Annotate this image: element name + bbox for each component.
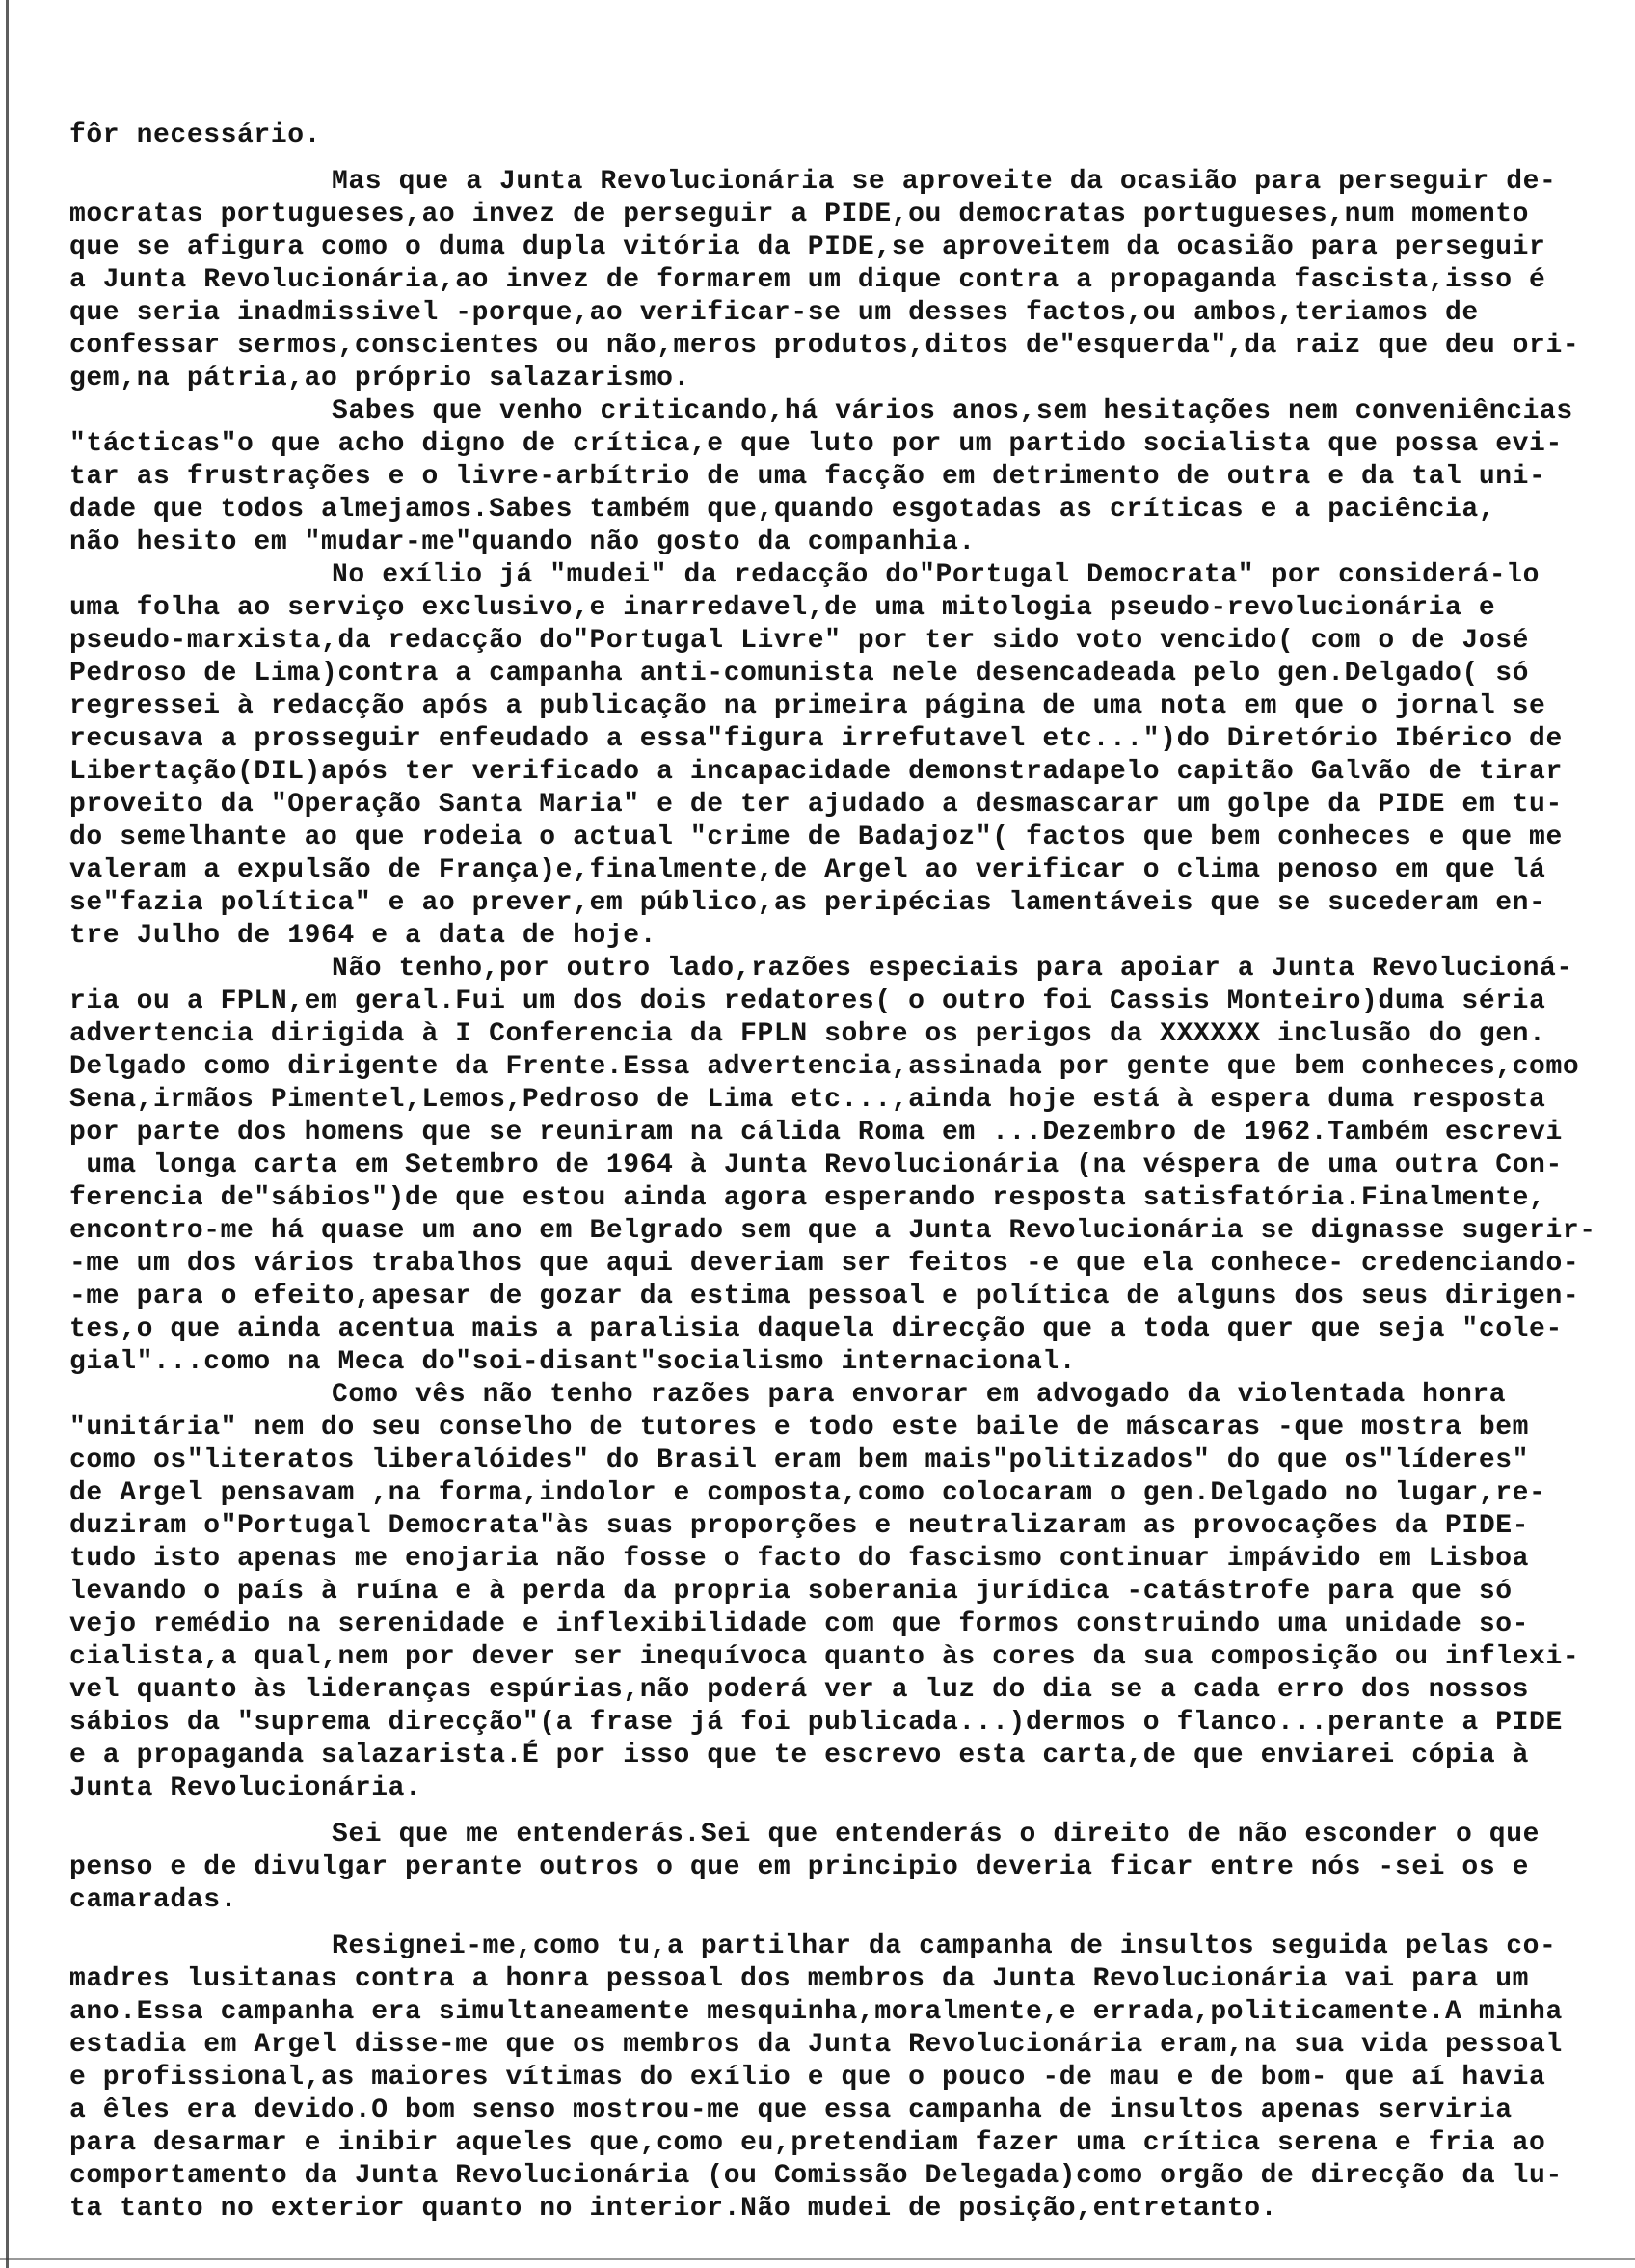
text-line: não hesito em "mudar-me"quando não gosto da companhia. [69, 527, 976, 557]
paragraph [69, 559, 1612, 953]
text-line: Não tenho,por outro lado,razões especiais para apoiar a Junta Revolucioná- [332, 954, 1573, 984]
text-line: uma longa carta em Setembro de 1964 à Junta Revolucionária (na véspera de uma outra Con- [69, 1150, 1563, 1180]
text-line: tes,o que ainda acentua mais a paralisia daquela direcção que a toda quer que seja "cole- [69, 1314, 1563, 1344]
paragraph [69, 1930, 1612, 2226]
text-line: encontro-me há quase um ano em Belgrado sem que a Junta Revolucionária se dignasse sugerir- [69, 1216, 1596, 1246]
text-line: madres lusitanas contra a honra pessoal dos membros da Junta Revolucionária vai para um [69, 1964, 1530, 1994]
text-line: levando o país à ruína e à perda da propria soberania jurídica -catástrofe para que só [69, 1577, 1513, 1606]
text-line: proveito da "Operação Santa Maria" e de ter ajudado a desmascarar um golpe da PIDE em tu- [69, 790, 1563, 820]
text-line: Libertação(DIL)após ter verificado a incapacidade demonstradapelo capitão Galvão de tirar [69, 757, 1563, 787]
text-line: tudo isto apenas me enojaria não fosse o facto do fascismo continuar impávido em Lisboa [69, 1544, 1530, 1574]
text-line: confessar sermos,conscientes ou não,meros produtos,ditos de"esquerda",da raiz que deu ori- [69, 331, 1580, 361]
text-line: sábios da "suprema direcção"(a frase já foi publicada...)dermos o flanco...perante a PIDE [69, 1708, 1563, 1738]
paragraph [69, 395, 1612, 559]
paragraph [69, 953, 1612, 1379]
text-line: ta tanto no exterior quanto no interior.Não mudei de posição,entretanto. [69, 2194, 1277, 2224]
text-line: "tácticas"o que acho digno de crítica,e que luto por um partido socialista que possa evi- [69, 429, 1563, 459]
text-line: a Junta Revolucionária,ao invez de formarem um dique contra a propaganda fascista,isso é [69, 265, 1546, 295]
text-line: que seria inadmissivel -porque,ao verificar-se um desses factos,ou ambos,teriamos de [69, 298, 1479, 328]
paragraph [69, 1379, 1612, 1805]
paragraph [69, 166, 1612, 395]
text-line: tar as frustrações e o livre-arbítrio de uma facção em detrimento de outra e da tal uni- [69, 462, 1546, 492]
text-line: Mas que a Junta Revolucionária se aproveite da ocasião para perseguir de- [332, 167, 1557, 197]
text-line: vejo remédio na serenidade e inflexibilidade com que formos construindo uma unidade so- [69, 1609, 1530, 1639]
text-line: de Argel pensavam ,na forma,indolor e composta,como colocaram o gen.Delgado no lugar,re- [69, 1478, 1546, 1508]
text-line: se"fazia política" e ao prever,em público,as peripécias lamentáveis que se sucederam en- [69, 888, 1546, 918]
text-line: tre Julho de 1964 e a data de hoje. [69, 921, 657, 951]
text-line: gem,na pátria,ao próprio salazarismo. [69, 364, 690, 393]
text-line: -me um dos vários trabalhos que aqui deveriam ser feitos -e que ela conhece- credenciando- [69, 1249, 1580, 1279]
text-line: uma folha ao serviço exclusivo,e inarredavel,de uma mitologia pseudo-revolucionária e [69, 593, 1496, 623]
text-line: ferencia de"sábios")de que estou ainda agora esperando resposta satisfatória.Finalmente, [69, 1183, 1546, 1213]
text-line: recusava a prosseguir enfeudado a essa"figura irrefutavel etc...")do Diretório Ibérico de [69, 724, 1563, 754]
text-line: Sabes que venho criticando,há vários anos,sem hesitações nem conveniências [332, 396, 1573, 426]
text-line: que se afigura como o duma dupla vitória da PIDE,se aproveitem da ocasião para perseguir [69, 232, 1546, 262]
text-line: estadia em Argel disse-me que os membros da Junta Revolucionária eram,na sua vida pessoal [69, 2030, 1563, 2060]
text-line: como os"literatos liberalóides" do Brasil eram bem mais"politizados" do que os"líderes" [69, 1445, 1530, 1475]
scan-edge-bottom [0, 2258, 1635, 2260]
text-line: cialista,a qual,nem por dever ser inequívoca quanto às cores da sua composição ou inflexi- [69, 1642, 1580, 1672]
text-line: mocratas portugueses,ao invez de perseguir a PIDE,ou democratas portugueses,num momento [69, 200, 1530, 230]
text-line: para desarmar e inibir aqueles que,como eu,pretendiam fazer uma crítica serena e fria ao [69, 2128, 1546, 2158]
text-line: por parte dos homens que se reuniram na cálida Roma em ...Dezembro de 1962.Também escrevi [69, 1118, 1563, 1148]
text-line: "unitária" nem do seu conselho de tutores e todo este baile de máscaras -que mostra bem [69, 1413, 1530, 1443]
text-line: a êles era devido.O bom senso mostrou-me que essa campanha de insultos apenas serviria [69, 2095, 1513, 2125]
text-line: Junta Revolucionária. [69, 1773, 422, 1803]
text-line: dade que todos almejamos.Sabes também que,quando esgotadas as críticas e a paciência, [69, 495, 1496, 525]
text-line: comportamento da Junta Revolucionária (ou Comissão Delegada)como orgão de direcção da lu- [69, 2161, 1563, 2191]
paragraph [69, 120, 1612, 152]
text-line: Sena,irmãos Pimentel,Lemos,Pedroso de Lima etc...,ainda hoje está à espera duma resposta [69, 1085, 1546, 1115]
text-line: e a propaganda salazarista.É por isso que te escrevo esta carta,de que enviarei cópia à [69, 1741, 1530, 1770]
text-line: advertencia dirigida à I Conferencia da FPLN sobre os perigos da XXXXXX inclusão do gen. [69, 1019, 1546, 1049]
text-line: duziram o"Portugal Democrata"às suas proporções e neutralizaram as provocações da PIDE- [69, 1511, 1530, 1541]
text-line: vel quanto às lideranças espúrias,não poderá ver a luz do dia se a cada erro dos nossos [69, 1675, 1530, 1705]
text-line: regressei à redacção após a publicação na primeira página de uma nota em que o jornal se [69, 691, 1546, 721]
text-line: valeram a expulsão de França)e,finalmente,de Argel ao verificar o clima penoso em que lá [69, 855, 1546, 885]
text-line: Sei que me entenderás.Sei que entenderás o direito de não esconder o que [332, 1820, 1540, 1850]
text-line: ano.Essa campanha era simultaneamente mesquinha,moralmente,e errada,politicamente.A minha [69, 1997, 1563, 2027]
text-line: gial"...como na Meca do"soi-disant"socialismo internacional. [69, 1347, 1077, 1377]
text-line: No exílio já "mudei" da redacção do"Portugal Democrata" por considerá-lo [332, 560, 1540, 590]
typewritten-letter-page [69, 120, 1612, 2226]
text-line: Resignei-me,como tu,a partilhar da campanha de insultos seguida pelas co- [332, 1931, 1557, 1961]
text-line: Delgado como dirigente da Frente.Essa advertencia,assinada por gente que bem conheces,como [69, 1052, 1580, 1082]
text-line: fôr necessário. [69, 121, 322, 150]
text-line: ria ou a FPLN,em geral.Fui um dos dois redatores( o outro foi Cassis Monteiro)duma séria [69, 986, 1546, 1016]
text-line: camaradas. [69, 1885, 238, 1915]
scan-edge-left [6, 0, 9, 2268]
text-line: Como vês não tenho razões para envorar em advogado da violentada honra [332, 1380, 1507, 1410]
text-line: do semelhante ao que rodeia o actual "crime de Badajoz"( factos que bem conheces e que me [69, 823, 1563, 852]
text-line: Pedroso de Lima)contra a campanha anti-comunista nele desencadeada pelo gen.Delgado( só [69, 659, 1530, 688]
text-line: penso e de divulgar perante outros o que em principio deveria ficar entre nós -sei os e [69, 1852, 1530, 1882]
text-line: -me para o efeito,apesar de gozar da estima pessoal e política de alguns dos seus dirigen- [69, 1282, 1580, 1311]
text-line: e profissional,as maiores vítimas do exílio e que o pouco -de mau e de bom- que aí havia [69, 2063, 1546, 2092]
paragraph [69, 1819, 1612, 1917]
text-line: pseudo-marxista,da redacção do"Portugal Livre" por ter sido voto vencido( com o de José [69, 626, 1530, 656]
